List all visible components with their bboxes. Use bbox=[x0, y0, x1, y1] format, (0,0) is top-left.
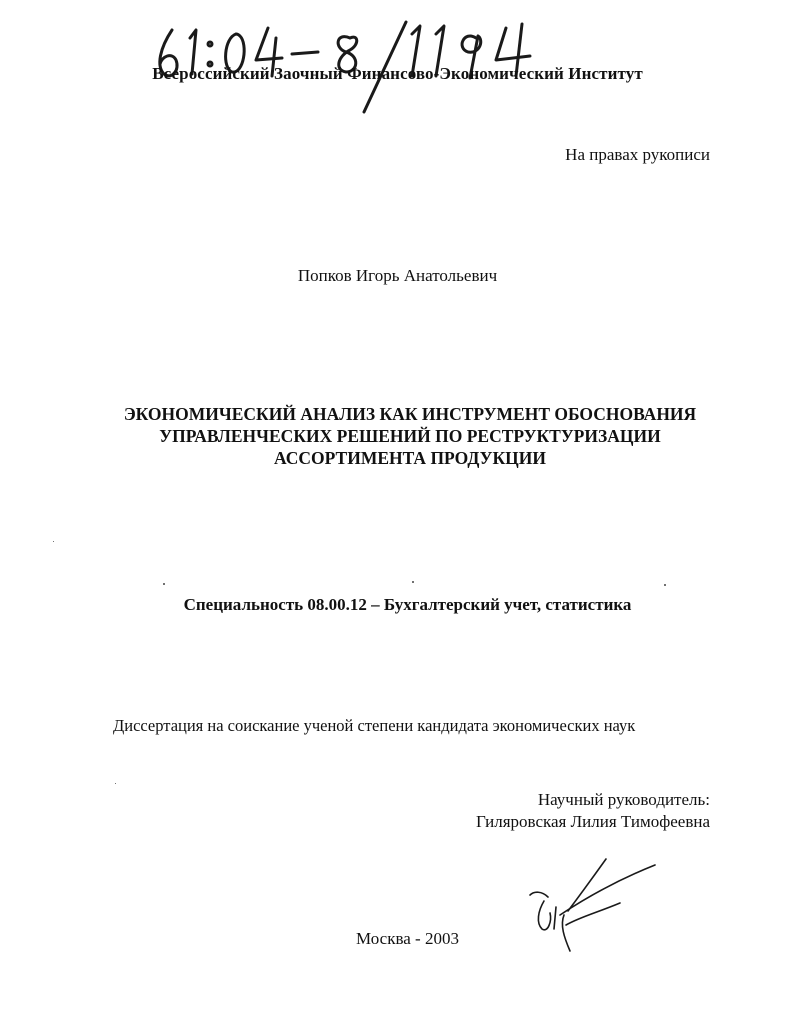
dissertation-title bbox=[60, 403, 760, 469]
scan-speck bbox=[412, 581, 414, 583]
city-year: Москва - 2003 bbox=[356, 929, 459, 948]
supervisor-block bbox=[476, 789, 710, 833]
author-name: Попков Игорь Анатольевич bbox=[297, 266, 498, 285]
scan-speck bbox=[53, 541, 54, 542]
dissertation-note: Диссертация на соискание ученой степени кандидата экономических наук bbox=[113, 716, 636, 735]
handwritten-archive-number bbox=[150, 8, 570, 118]
scan-speck bbox=[664, 584, 666, 586]
rights-note: На правах рукописи bbox=[565, 145, 710, 164]
supervisor-name: Гиляровская Лилия Тимофеевна bbox=[475, 812, 710, 831]
supervisor-label: Научный руководитель: bbox=[537, 790, 710, 809]
institute-name: Всероссийский Заочный Финансово-Экономический Институт bbox=[152, 64, 643, 83]
title-line-2: УПРАВЛЕНЧЕСКИХ РЕШЕНИЙ ПО РЕСТРУКТУРИЗАЦИИ bbox=[159, 426, 661, 446]
specialty: Специальность 08.00.12 – Бухгалтерский учет, статистика bbox=[183, 595, 632, 614]
title-line-1: ЭКОНОМИЧЕСКИЙ АНАЛИЗ КАК ИНСТРУМЕНТ ОБОСНОВАНИЯ bbox=[123, 404, 697, 424]
title-line-3: АССОРТИМЕНТА ПРОДУКЦИИ bbox=[273, 448, 547, 468]
scan-speck bbox=[163, 583, 165, 585]
scan-speck bbox=[115, 783, 116, 784]
